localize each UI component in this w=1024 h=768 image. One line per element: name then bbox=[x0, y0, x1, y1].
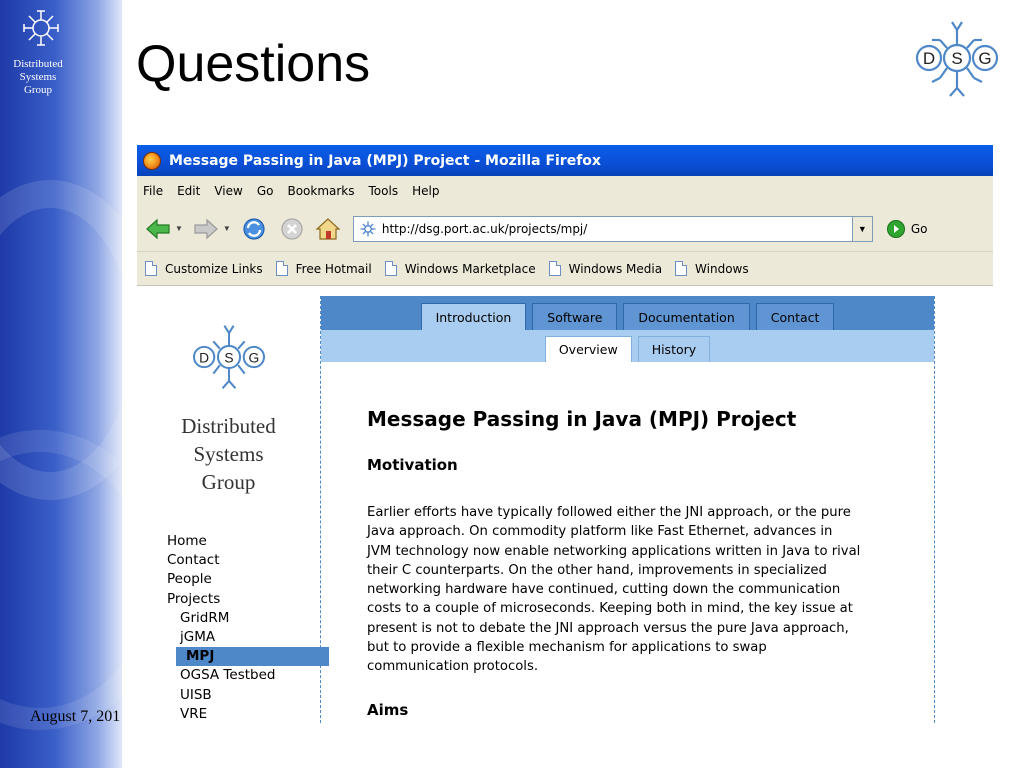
firefox-icon bbox=[143, 152, 161, 170]
dsg-small-logo-icon bbox=[21, 8, 61, 48]
nav-project-gridrm[interactable]: GridRM bbox=[180, 609, 230, 626]
tab-introduction[interactable]: Introduction bbox=[421, 303, 527, 330]
page-icon bbox=[385, 261, 397, 276]
stop-icon bbox=[280, 217, 304, 241]
nav-project-ogsa-testbed[interactable]: OGSA Testbed bbox=[180, 667, 276, 684]
window-title: Message Passing in Java (MPJ) Project - Mozilla Firefox bbox=[169, 152, 601, 169]
go-arrow-icon bbox=[887, 220, 905, 238]
main-column bbox=[320, 296, 935, 723]
paragraph-line: their C counterparts. On the other hand, improvements in specialized bbox=[367, 562, 827, 578]
logo-letter-s: S bbox=[951, 49, 963, 68]
paragraph-line: communication protocols. bbox=[367, 659, 539, 675]
site-dsg-logo-icon bbox=[187, 322, 271, 392]
menu-file[interactable]: File bbox=[143, 184, 164, 198]
url-dropdown-button[interactable]: ▼ bbox=[852, 217, 872, 241]
menu-tools[interactable]: Tools bbox=[368, 184, 399, 198]
secondary-tabs bbox=[321, 330, 934, 362]
go-label: Go bbox=[910, 221, 928, 236]
reload-icon bbox=[241, 216, 267, 242]
page-icon bbox=[145, 261, 157, 276]
tab-documentation[interactable]: Documentation bbox=[623, 303, 749, 330]
logo-letter-s: S bbox=[224, 349, 234, 366]
page-icon bbox=[549, 261, 561, 276]
back-button[interactable] bbox=[143, 214, 173, 244]
nav-project-jgma[interactable]: jGMA bbox=[180, 629, 216, 646]
stop-button[interactable] bbox=[277, 214, 307, 244]
link-label: Windows bbox=[695, 261, 749, 276]
dsg-logo-icon bbox=[912, 16, 1002, 100]
paragraph-line: but to provide a flexible mechanism for applications to swap bbox=[367, 640, 767, 656]
site-name bbox=[137, 412, 320, 496]
nav-people[interactable]: People bbox=[167, 571, 212, 588]
tab-contact[interactable]: Contact bbox=[756, 303, 835, 330]
side-text-line: Systems bbox=[19, 71, 57, 83]
page-icon bbox=[675, 261, 687, 276]
slide-side-band bbox=[0, 0, 122, 768]
forward-dropdown-icon[interactable]: ▼ bbox=[222, 224, 231, 233]
paragraph-line: networking hardware have continued, cutting down the communication bbox=[367, 582, 841, 598]
menu-bar bbox=[137, 176, 993, 206]
subtab-history[interactable]: History bbox=[638, 336, 710, 362]
links-toolbar bbox=[137, 252, 993, 286]
home-button[interactable] bbox=[313, 214, 343, 244]
site-name-line: Group bbox=[201, 470, 256, 494]
site-name-line: Distributed bbox=[181, 414, 276, 438]
paragraph-line: Earlier efforts have typically followed either the JNI approach, or the pure bbox=[367, 505, 851, 520]
link-windows[interactable] bbox=[675, 261, 749, 276]
link-free-hotmail[interactable] bbox=[276, 261, 372, 276]
page-heading: Message Passing in Java (MPJ) Project bbox=[367, 407, 797, 431]
menu-edit[interactable]: Edit bbox=[177, 184, 201, 198]
motivation-heading: Motivation bbox=[367, 456, 458, 474]
logo-letter-g: G bbox=[248, 349, 260, 366]
nav-project-mpj[interactable]: MPJ bbox=[176, 647, 329, 666]
nav-project-vre[interactable]: VRE bbox=[180, 705, 208, 722]
home-icon bbox=[315, 217, 341, 241]
side-text-line: Group bbox=[23, 84, 53, 96]
slide-title: Questions bbox=[136, 35, 371, 93]
menu-help[interactable]: Help bbox=[412, 184, 440, 198]
back-dropdown-icon[interactable]: ▼ bbox=[175, 224, 183, 233]
nav-contact[interactable]: Contact bbox=[167, 552, 220, 569]
subtab-overview[interactable]: Overview bbox=[545, 336, 632, 362]
nav-project-uisb[interactable]: UISB bbox=[180, 686, 212, 703]
side-logo-text bbox=[0, 58, 76, 97]
paragraph-line: JVM technology now enable networking applications written in Java to rival bbox=[367, 543, 861, 559]
paragraph-line: Java approach. On commodity platform like Fast Ethernet, advances in bbox=[367, 524, 833, 540]
logo-letter-d: D bbox=[199, 349, 210, 366]
forward-button[interactable] bbox=[191, 214, 221, 244]
menu-view[interactable]: View bbox=[214, 184, 243, 198]
firefox-window bbox=[137, 145, 993, 723]
reload-button[interactable] bbox=[239, 214, 269, 244]
primary-tabs bbox=[321, 296, 934, 330]
url-text: http://dsg.port.ac.uk/projects/mpj/ bbox=[381, 221, 588, 236]
link-windows-media[interactable] bbox=[549, 261, 662, 276]
link-label: Windows Marketplace bbox=[404, 261, 536, 276]
article bbox=[321, 362, 881, 719]
go-button[interactable] bbox=[887, 220, 928, 238]
back-arrow-icon bbox=[145, 218, 171, 240]
side-text-line: Distributed bbox=[13, 58, 63, 70]
nav-projects[interactable]: Projects bbox=[167, 590, 221, 607]
decorative-swirl bbox=[0, 430, 122, 730]
left-sidebar bbox=[137, 296, 320, 723]
link-label: Customize Links bbox=[165, 261, 263, 276]
nav-home[interactable]: Home bbox=[167, 533, 207, 549]
link-label: Free Hotmail bbox=[295, 261, 372, 276]
forward-arrow-icon bbox=[193, 218, 219, 240]
tab-software[interactable]: Software bbox=[532, 303, 617, 330]
menu-go[interactable]: Go bbox=[256, 184, 274, 198]
paragraph-line: present is not to debate the JNI approach versus the pure Java approach, bbox=[367, 620, 849, 636]
menu-bookmarks[interactable]: Bookmarks bbox=[287, 184, 355, 198]
url-bar[interactable] bbox=[353, 216, 873, 242]
logo-letter-d: D bbox=[922, 49, 936, 68]
navigation-toolbar bbox=[137, 206, 993, 252]
aims-heading: Aims bbox=[367, 700, 409, 719]
footer-date: August 7, 201 bbox=[30, 708, 121, 725]
site-name-line: Systems bbox=[193, 442, 264, 466]
link-customize-links[interactable] bbox=[145, 261, 263, 276]
page-content bbox=[137, 296, 993, 723]
link-label: Windows Media bbox=[568, 261, 663, 276]
motivation-paragraph bbox=[367, 503, 881, 677]
title-bar[interactable] bbox=[137, 145, 993, 176]
paragraph-line: costs to a couple of microseconds. Keeping both in mind, the key issue at bbox=[367, 601, 853, 617]
site-nav bbox=[167, 532, 329, 723]
site-favicon-icon bbox=[360, 221, 376, 237]
page-icon bbox=[276, 261, 288, 276]
logo-letter-g: G bbox=[978, 49, 992, 68]
link-windows-marketplace[interactable] bbox=[385, 261, 536, 276]
